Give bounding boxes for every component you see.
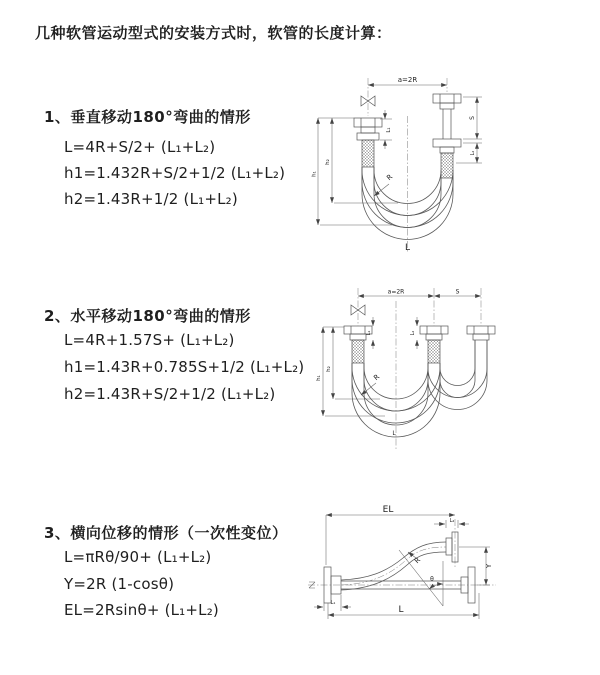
dim-label-h2: h₂ [325,159,331,165]
diagram-horizontal-180-bend [310,283,590,463]
formula-3-2: Y=2R (1-cosθ) [64,575,175,593]
hose-curves [352,340,487,437]
upper-flange [446,532,458,562]
dim-label-s: S [469,116,476,120]
formula-1-1: L=4R+S/2+ (L₁+L₂) [64,138,216,156]
dim-label-l2: L₂ [470,150,476,156]
angle-construction [399,550,443,606]
formula-2-3: h2=1.43R+S/2+1/2 (L₁+L₂) [64,385,276,403]
dim-label-l1: L₁ [366,330,372,336]
dim-label-h1: h₁ [311,171,318,177]
dim-ext [318,118,398,225]
dim-ext [456,143,482,163]
dim-label-l2: L₂ [410,330,416,336]
dim-label-r: R [413,556,423,566]
dim-label-el: EL [382,505,394,515]
dim-label-l1: L₁ [330,600,336,606]
dim-label-l: L [404,243,411,253]
formula-1-3: h2=1.43R+1/2 (L₁+L₂) [64,190,238,208]
dim-label-span: a=2R [387,288,405,296]
dim-label-l: L [392,430,396,437]
formula-3-3: EL=2Rsinθ+ (L₁+L₂) [64,601,219,619]
centerlines [358,288,481,451]
dim-label-h1: h₁ [316,375,322,381]
dim-label-l2: L₂ [449,518,455,524]
diagram-lateral-displacement [306,503,598,673]
middle-fitting [420,326,448,363]
dim-label-l: L [398,605,404,615]
radius-leader [361,383,376,395]
dim-label-s: S [455,288,460,296]
dim-label-h2: h₂ [326,366,332,372]
section-3-heading: 3、横向位移的情形（一次性变位） [44,524,288,542]
diagram-vertical-180-bend [310,70,590,265]
dim-label-span: a=2R [397,76,418,84]
page-title: 几种软管运动型式的安装方式时，软管的长度计算： [35,24,392,42]
formula-2-1: L=4R+1.57S+ (L₁+L₂) [64,331,235,349]
section-2-heading: 2、水平移动180°弯曲的情形 [44,307,251,325]
dim-label-r: R [372,372,382,383]
dim-label-r: R [385,172,395,183]
left-fitting [354,118,382,167]
formula-3-1: L=πRθ/90+ (L₁+L₂) [64,548,212,566]
section-1-heading: 1、垂直移动180°弯曲的情形 [44,108,251,126]
radius-leader [374,184,389,196]
right-fitting [433,94,461,178]
centerlines [368,78,447,253]
dim-label-y: Y [485,563,493,569]
right-fitting [467,326,495,340]
dim-label-theta: θ [430,576,434,583]
formula-2-2: h1=1.43R+0.785S+1/2 (L₁+L₂) [64,358,305,376]
dim-label-l1: L₁ [386,127,392,133]
formula-1-2: h1=1.432R+S/2+1/2 (L₁+L₂) [64,164,286,182]
